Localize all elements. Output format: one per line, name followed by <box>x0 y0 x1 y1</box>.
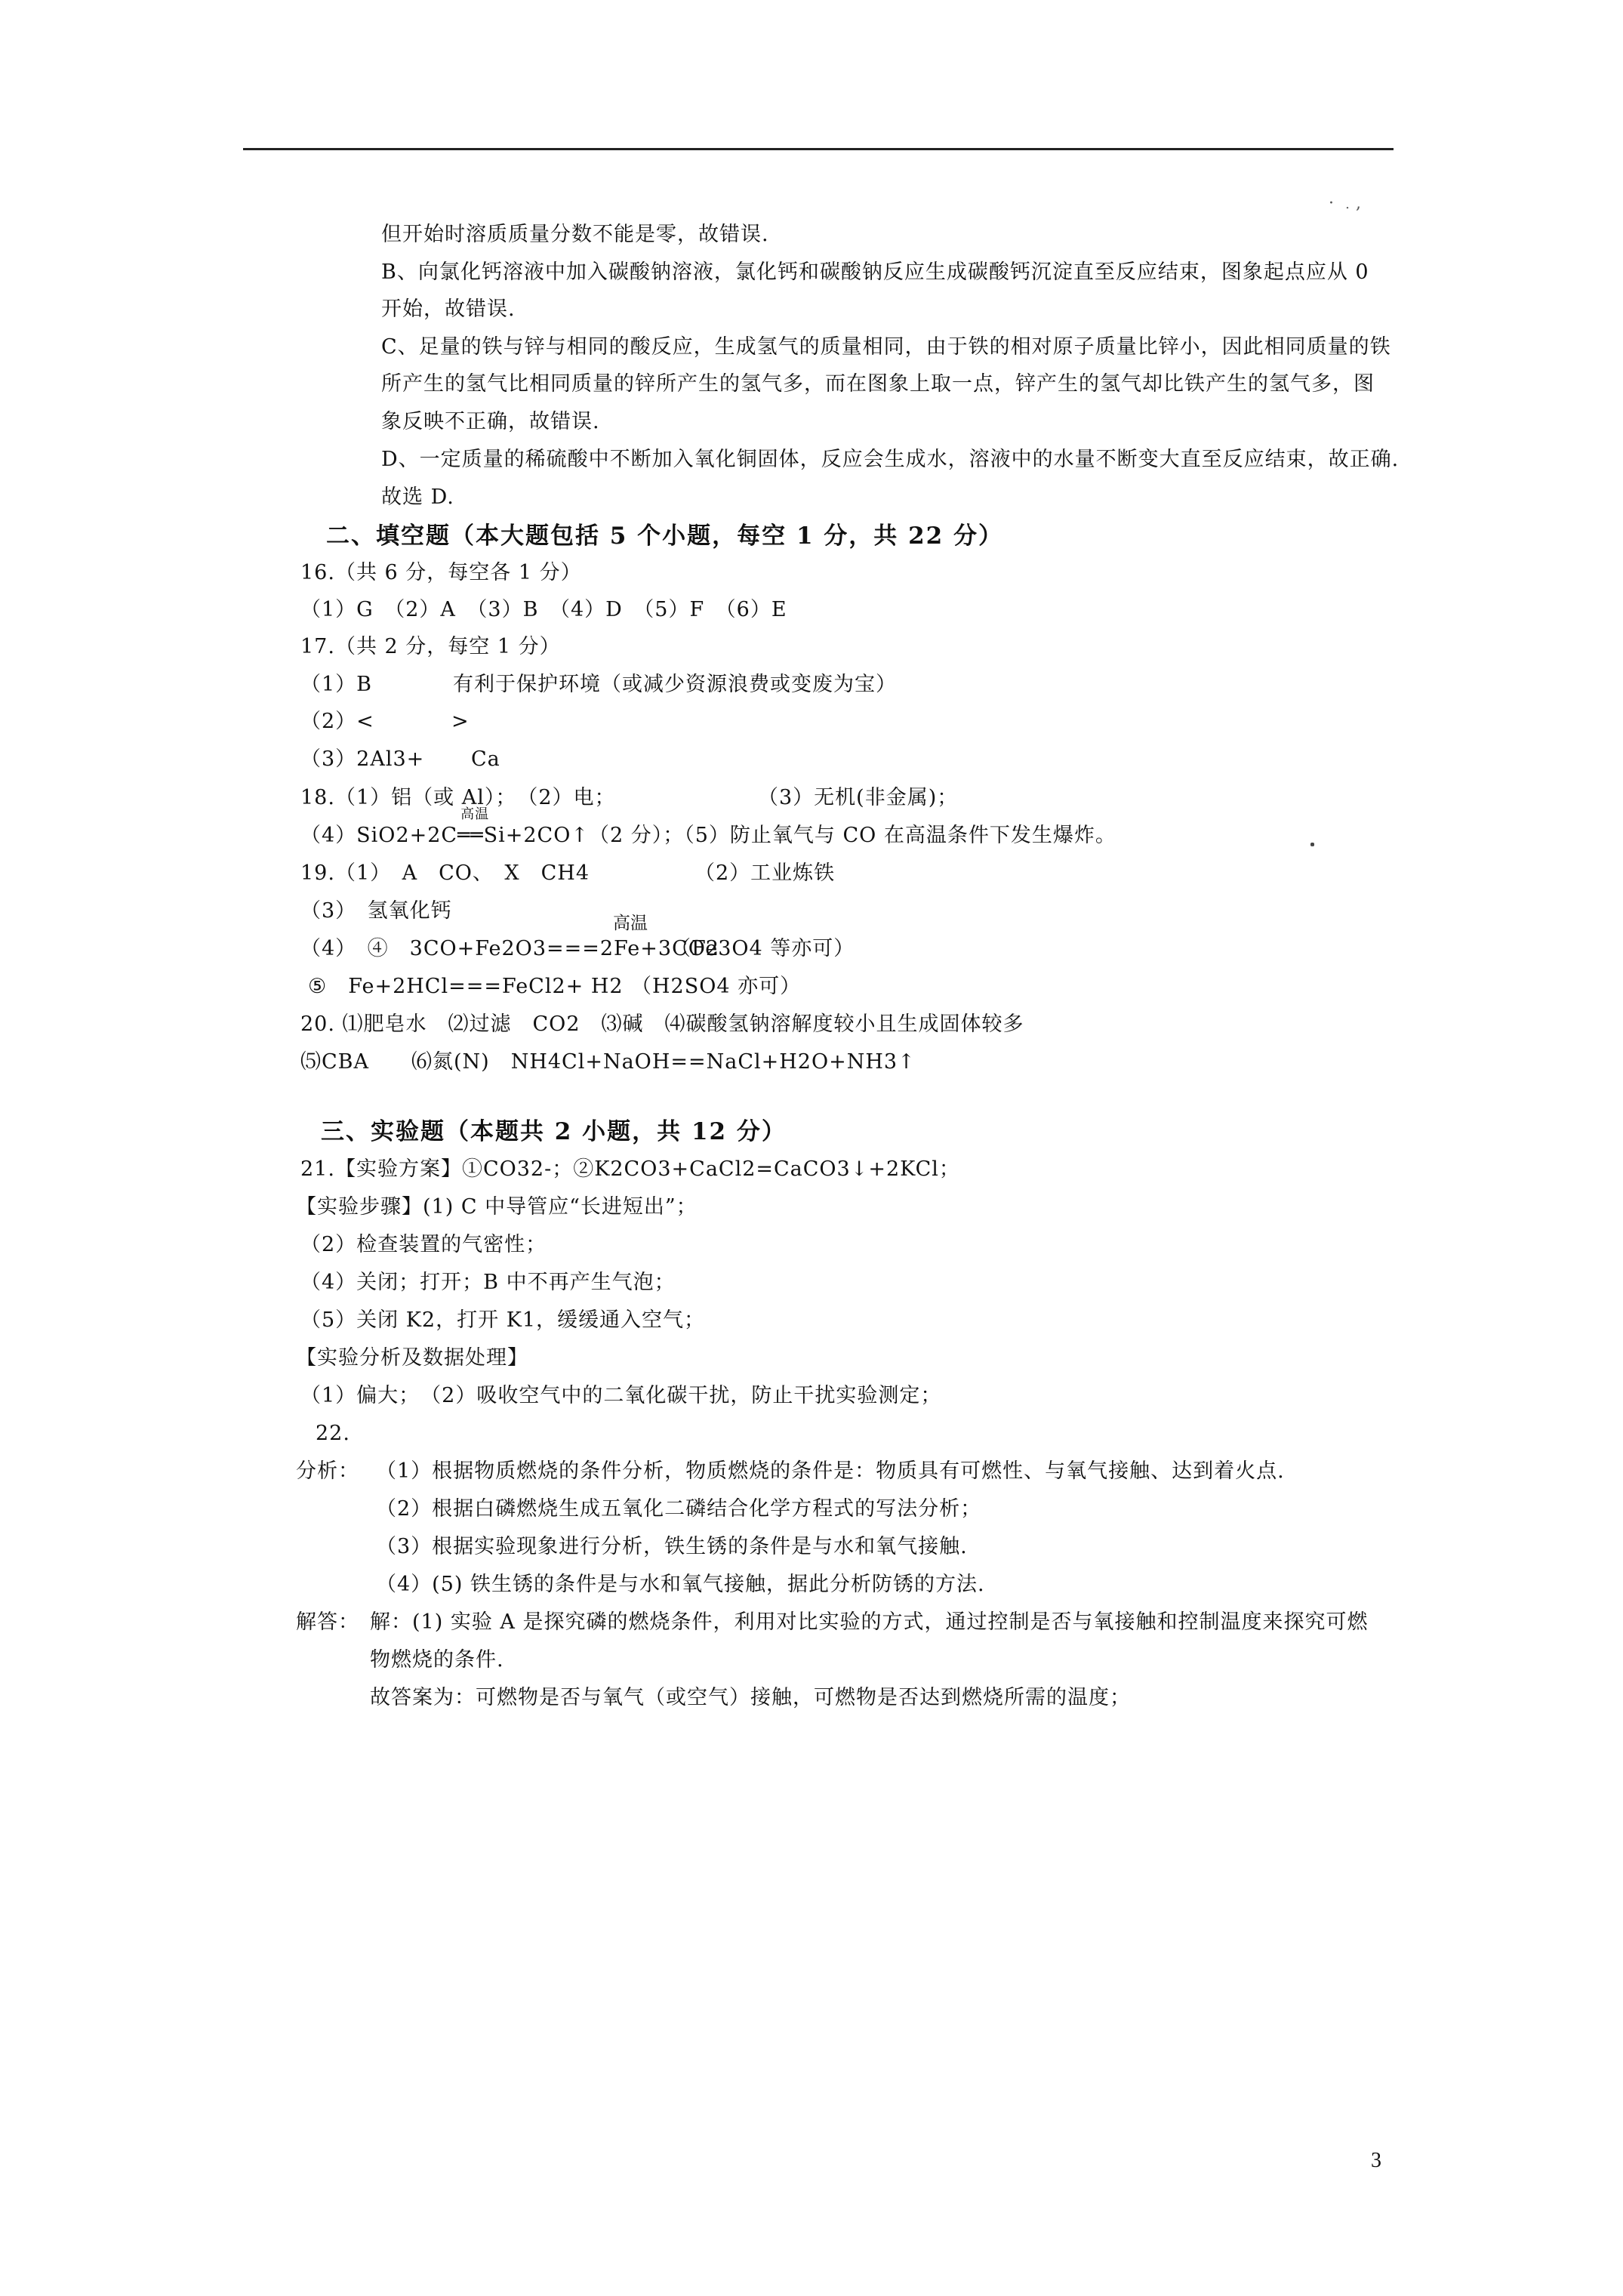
header-rule <box>243 148 1394 150</box>
q15-line-3: 开始，故错误. <box>381 297 516 321</box>
q19-line-5-note: （H2SO4 亦可） <box>631 975 802 998</box>
section-2-heading: 二、填空题（本大题包括 5 个小题，每空 1 分，共 22 分） <box>326 522 1004 550</box>
q15-line-2: B、向氯化钙溶液中加入碳酸钠溶液，氯化钙和碳酸钠反应生成碳酸钙沉淀直至反应结束，图象起点应从 0 <box>381 260 1369 284</box>
q16-head: 16.（共 6 分，每空各 1 分） <box>300 561 582 584</box>
q19-line-4: （4） ④ 3CO+Fe2O3===2Fe+3CO2 <box>300 937 720 960</box>
q21-line-3: （2）检查装置的气密性； <box>300 1233 547 1256</box>
answer-2: 物燃烧的条件. <box>370 1648 504 1672</box>
q17-2-answer-b: > <box>451 710 470 733</box>
answer-label: 解答： <box>296 1610 359 1634</box>
q18-line-4 <box>300 806 1116 849</box>
q21-line-7: （1）偏大； （2）吸收空气中的二氧化碳干扰，防止干扰实验测定； <box>300 1384 942 1407</box>
q17-head: 17.（共 2 分，每空 1 分） <box>300 635 561 658</box>
corner-mark: · ﹒, <box>1329 194 1361 213</box>
q20-line-1: 20. ⑴肥皂水 ⑵过滤 CO2 ⑶碱 ⑷碳酸氢钠溶解度较小且生成固体较多 <box>300 1012 1024 1036</box>
q21-line-6: 【实验分析及数据处理】 <box>296 1346 528 1370</box>
q15-line-8: 故选 D. <box>381 485 454 509</box>
q19-line-3: （3） 氢氧化钙 <box>300 899 452 923</box>
analysis-label: 分析： <box>296 1459 359 1483</box>
q18-line-1: 18.（1）铝（或 Al）； （2）电； <box>300 786 616 809</box>
q21-line-5: （5）关闭 K2，打开 K1，缓缓通入空气； <box>300 1308 706 1332</box>
q17-3-answer-b: Ca <box>471 747 500 771</box>
q19-line-4-note: （Fe3O4 等亦可） <box>670 937 855 960</box>
answer-3: 故答案为：可燃物是否与氧气（或空气）接触，可燃物是否达到燃烧所需的温度； <box>370 1686 1131 1709</box>
q19-4-condition: 高温 <box>613 914 648 933</box>
q21-line-1: 21.【实验方案】①CO32-；②K2CO3+CaCl2=CaCO3↓+2KCl； <box>300 1157 960 1181</box>
q18-part-3: （3）无机(非金属)； <box>758 786 959 809</box>
analysis-3: （3）根据实验现象进行分析，铁生锈的条件是与水和氧气接触. <box>376 1535 968 1558</box>
q21-line-2: 【实验步骤】(1) C 中导管应“长进短出”； <box>296 1195 698 1219</box>
q17-1-answer: （1）B <box>300 673 373 696</box>
q18-4-reactants: （4）SiO2+2C <box>300 824 458 847</box>
q16-answers: （1）G （2）A （3）B （4）D （5）F （6）E <box>300 598 787 621</box>
analysis-2: （2）根据白磷燃烧生成五氧化二磷结合化学方程式的写法分析； <box>376 1497 982 1521</box>
q15-line-6: 象反映不正确，故错误. <box>381 410 600 433</box>
q15-line-7: D、一定质量的稀硫酸中不断加入氧化铜固体，反应会生成水，溶液中的水量不断变大直至反应结束，故正确. <box>381 448 1400 471</box>
page-number: 3 <box>1371 2149 1381 2172</box>
q18-4-condition: 高温 <box>460 806 490 822</box>
q21-line-4: （4）关闭；打开；B 中不再产生气泡； <box>300 1271 676 1294</box>
speck-mark: . <box>1310 837 1315 849</box>
answer-1: 解：(1) 实验 A 是探究磷的燃烧条件，利用对比实验的方式，通过控制是否与氧接触和控制温度来探究可燃 <box>370 1610 1369 1634</box>
q18-4-condition-arrow: 高温 ══ <box>457 806 490 847</box>
q22-number: 22. <box>316 1422 350 1445</box>
q15-line-1: 但开始时溶质质量分数不能是零，故错误. <box>381 223 769 246</box>
q15-line-5: 所产生的氢气比相同质量的锌所产生的氢气多，而在图象上取一点，锌产生的氢气却比铁产生的氢气多，图 <box>381 372 1375 396</box>
analysis-4: （4）(5) 铁生锈的条件是与水和氧气接触，据此分析防锈的方法. <box>376 1573 985 1596</box>
q19-line-1: 19.（1） A CO、 X CH4 <box>300 861 590 885</box>
q18-4-products: Si+2CO↑（2 分）；（5）防止氧气与 CO 在高温条件下发生爆炸。 <box>483 824 1116 847</box>
analysis-1: （1）根据物质燃烧的条件分析，物质燃烧的条件是：物质具有可燃性、与氧气接触、达到着火点. <box>376 1459 1285 1483</box>
section-3-heading: 三、实验题（本题共 2 小题，共 12 分） <box>321 1118 787 1145</box>
q19-part-2: （2）工业炼铁 <box>694 861 836 885</box>
q20-line-2: ⑸CBA ⑹氮(N) NH4Cl+NaOH==NaCl+H2O+NH3↑ <box>300 1050 916 1074</box>
q17-2-answer-a: （2）< <box>300 710 374 733</box>
q19-line-5: ⑤ Fe+2HCl===FeCl2+ H2 <box>308 975 624 998</box>
q17-3-answer-a: （3）2Al3+ <box>300 747 425 771</box>
q15-line-4: C、足量的铁与锌与相同的酸反应，生成氢气的质量相同，由于铁的相对原子质量比锌小，因此相同质量的铁 <box>381 335 1391 359</box>
q17-1-reason: 有利于保护环境（或减少资源浪费或变废为宝） <box>453 673 897 696</box>
